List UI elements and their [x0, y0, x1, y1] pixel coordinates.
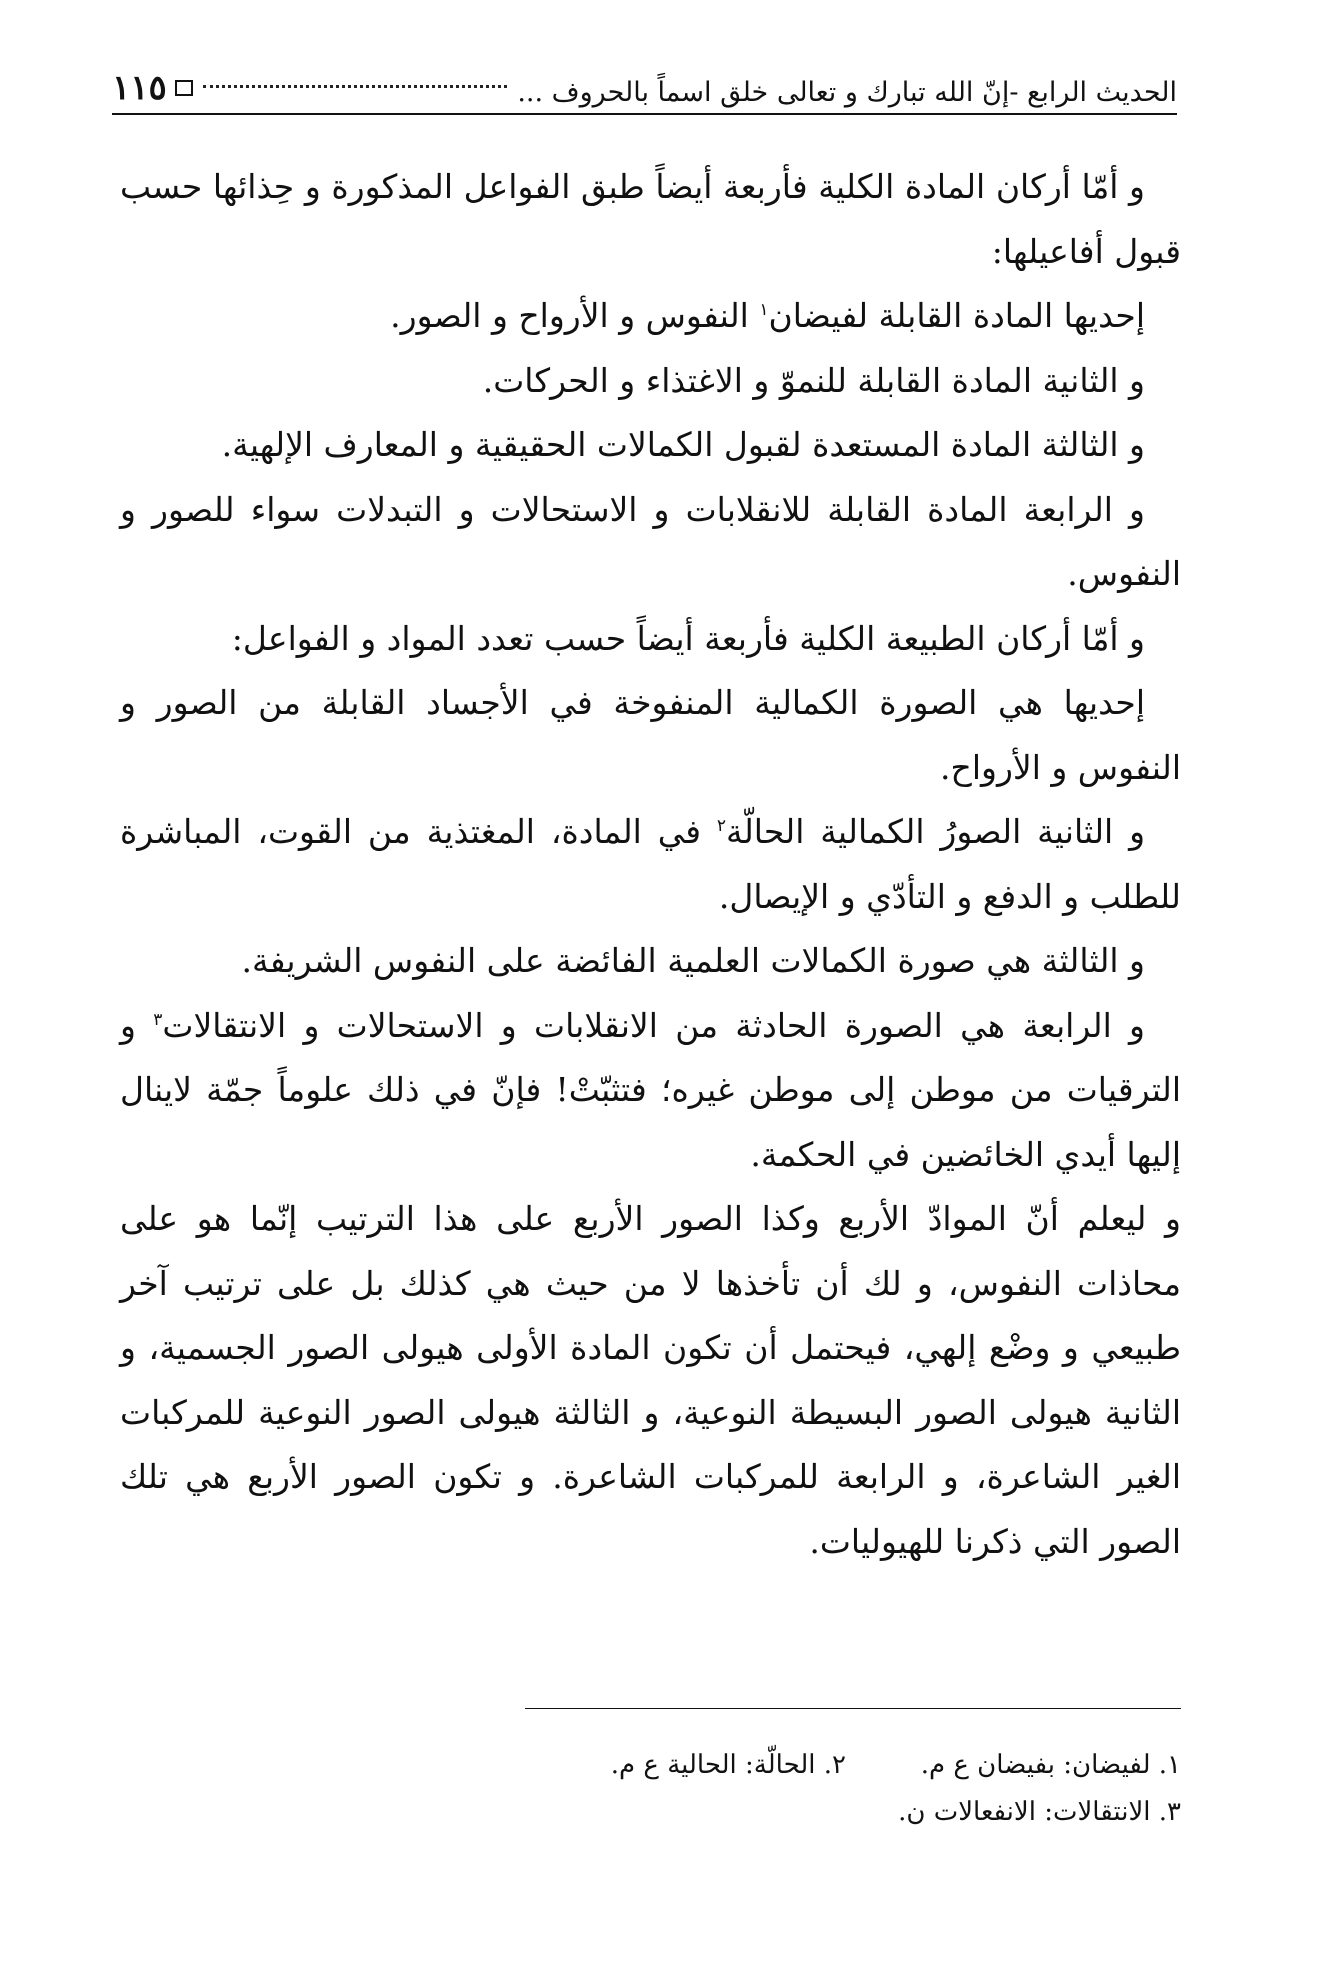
body-text: [120, 155, 1181, 1574]
footnote-1: ١. لفيضان: بفيضان ع م.: [920, 1750, 1181, 1780]
paragraph: و أمّا أركان الطبيعة الكلية فأربعة أيضاً حسب تعدد المواد و الفواعل:: [231, 618, 1145, 658]
paragraph: إحديها هي الصورة الكمالية المنفوخة في الأجساد القابلة من الصور و النفوس و الأرواح.: [120, 683, 1181, 787]
footnote-3: ٣. الانتقالات: الانفعالات ن.: [898, 1797, 1181, 1827]
paragraph: و ليعلم أنّ الموادّ الأربع وكذا الصور الأربع على هذا الترتيب إنّما هو على محاذات النفوس، و لك أن تأخذها لا من حيث هي كذلك بل على ترتيب آخر طبيعي و وضْع إلهي، فيحتمل أن تكون المادة الأولى هيولى الصور الجسمية، و الثانية هيولى الصور البسيطة النوعية، و الثالثة هيولى الصور النوعية للمركبات الغير الشاعرة، و الرابعة للمركبات الشاعرة. و تكون الصور الأربع هي تلك الصور التي ذكرنا للهيوليات.: [120, 1199, 1181, 1561]
header-rule: [112, 113, 1177, 115]
header-page-group: [112, 68, 193, 108]
paragraph: و الثانية الصورُ الكمالية الحالّة$^٢$ في المادة، المغتذية من القوت، المباشرة للطلب و الدفع و التأدّي و الإيصال.: [120, 812, 1181, 916]
paragraph: و الرابعة المادة القابلة للانقلابات و الاستحالات و التبدلات سواء للصور و النفوس.: [120, 489, 1181, 593]
footnote-ref[interactable]: ١: [759, 300, 769, 320]
footnote-ref[interactable]: ٣: [153, 1009, 163, 1030]
running-header: [112, 52, 1177, 108]
footnote-2: ٢. الحالّة: الحالية ع م.: [610, 1750, 846, 1780]
square-ornament-icon: [175, 80, 193, 96]
paragraph: و أمّا أركان المادة الكلية فأربعة أيضاً طبق الفواعل المذكورة و حِذائها حسب قبول أفاعيلها:: [120, 167, 1181, 271]
paragraph: و الثالثة هي صورة الكمالات العلمية الفائضة على النفوس الشريفة.: [241, 941, 1145, 980]
footnote-rule: [525, 1708, 1181, 1709]
paragraph: و الثانية المادة القابلة للنموّ و الاغتذاء و الحركات.: [482, 360, 1145, 400]
header-dot-leader: [203, 85, 508, 88]
page-number: ١١٥: [112, 68, 167, 108]
paragraph: و الرابعة هي الصورة الحادثة من الانقلابات و الاستحالات و الانتقالات$^٣$ و الترقيات من موطن إلى موطن غيره؛ فتثبّتْ! فإنّ في ذلك علوماً جمّة لاينال إليها أيدي الخائضين في الحكمة.: [120, 1005, 1181, 1174]
footnote-row: [120, 1742, 1181, 1789]
header-title-group: [517, 77, 1177, 108]
footnotes: [120, 1742, 1181, 1836]
footnote-ref[interactable]: ٢: [716, 816, 727, 836]
paragraph: و الثالثة المادة المستعدة لقبول الكمالات الحقيقية و المعارف الإلهية.: [221, 425, 1145, 464]
footnote-row: [120, 1789, 1181, 1836]
header-title: الحديث الرابع -إنّ الله تبارك و تعالى خلق اسماً بالحروف ...: [517, 77, 1177, 108]
paragraph: إحديها المادة القابلة لفيضان$^١$ النفوس و الأرواح و الصور.: [390, 296, 1145, 335]
